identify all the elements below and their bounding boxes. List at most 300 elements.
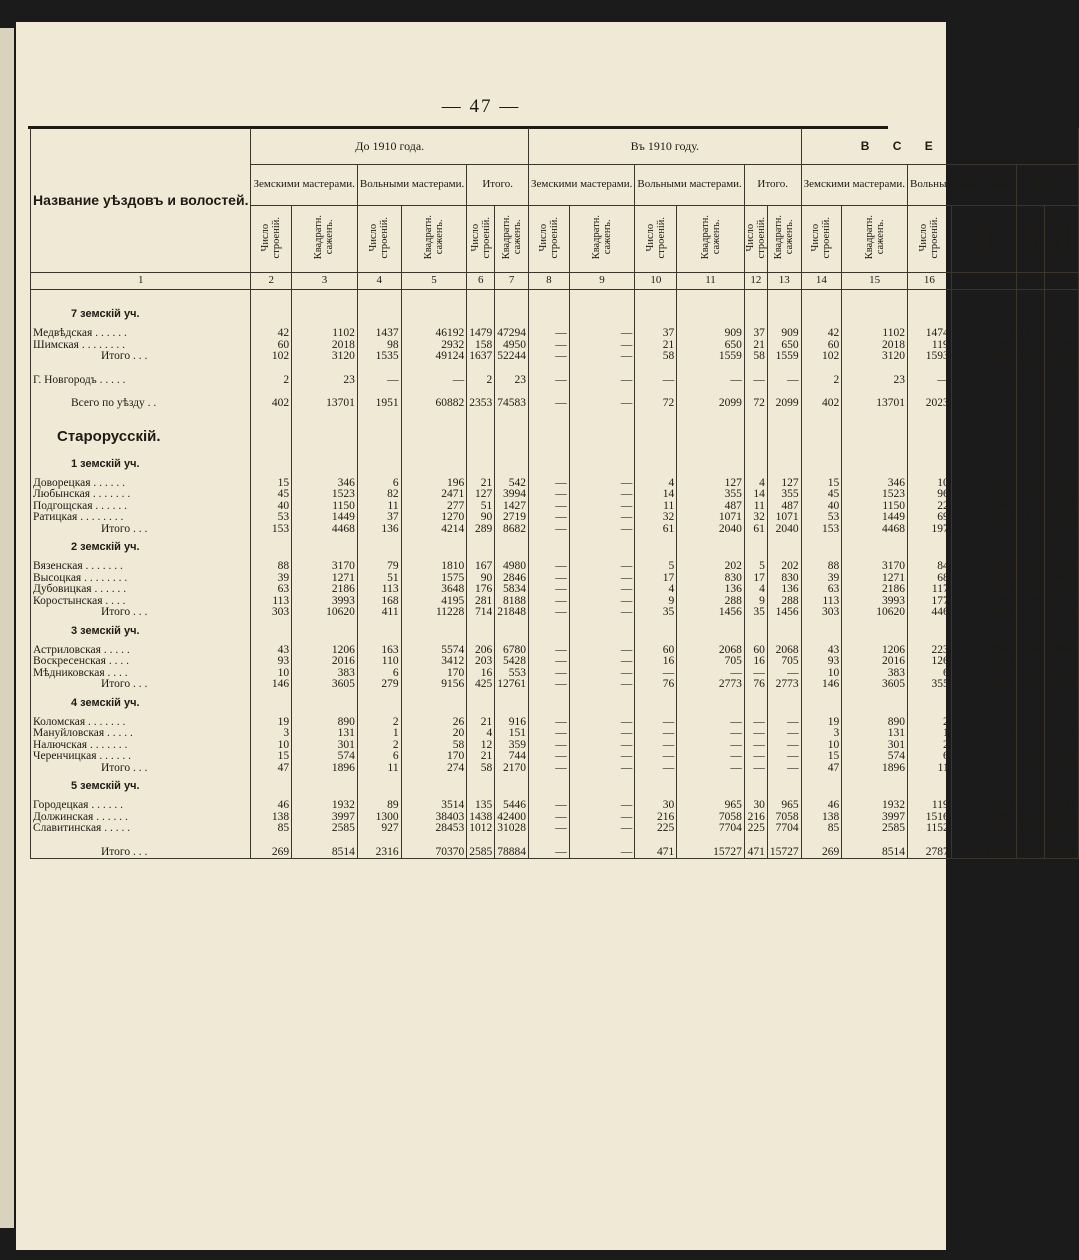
data-cell: 40 xyxy=(251,501,292,513)
data-cell: 15727 xyxy=(677,847,745,859)
empty-cell xyxy=(495,290,529,303)
empty-cell xyxy=(569,774,635,800)
data-cell: — xyxy=(529,584,570,596)
empty-cell xyxy=(635,452,677,478)
table-row xyxy=(31,422,1079,452)
data-cell: 10 xyxy=(801,668,842,680)
data-cell: 202 xyxy=(677,561,745,573)
data-cell: 8476 xyxy=(1045,596,1079,608)
data-cell: 20 xyxy=(401,728,467,740)
empty-cell xyxy=(357,452,401,478)
data-cell: 22 xyxy=(907,501,951,513)
data-cell: 60 xyxy=(744,645,767,657)
data-cell: 170 xyxy=(401,751,467,763)
table-row xyxy=(31,328,1079,340)
data-cell: 1102 xyxy=(292,328,358,340)
empty-cell xyxy=(495,302,529,328)
empty-cell xyxy=(401,422,467,452)
table-row xyxy=(31,489,1079,501)
data-cell: 705 xyxy=(677,656,745,668)
data-cell: — xyxy=(744,668,767,680)
data-cell: — xyxy=(529,512,570,524)
empty-cell xyxy=(1017,363,1045,375)
empty-cell xyxy=(569,452,635,478)
empty-cell xyxy=(529,691,570,717)
data-cell: 5446 xyxy=(495,800,529,812)
data-cell: 26 xyxy=(951,717,1017,729)
leaf-header xyxy=(1017,206,1045,273)
row-label: Итого . . . xyxy=(31,524,251,536)
row-label: Г. Новгородъ . . . . . xyxy=(31,375,251,387)
data-cell: 45 xyxy=(251,489,292,501)
empty-cell xyxy=(292,302,358,328)
empty-cell xyxy=(951,422,1017,452)
table-row xyxy=(31,561,1079,573)
data-cell: — xyxy=(635,717,677,729)
column-number: 7 xyxy=(495,273,529,290)
data-cell: 2018 xyxy=(292,340,358,352)
empty-cell xyxy=(1017,410,1045,422)
data-cell: — xyxy=(529,501,570,513)
data-cell: 6254 xyxy=(951,524,1017,536)
data-cell: — xyxy=(569,728,635,740)
data-cell: — xyxy=(529,656,570,668)
empty-cell xyxy=(529,302,570,328)
empty-cell xyxy=(292,691,358,717)
data-cell: 1654 xyxy=(1017,812,1045,824)
data-cell: 1206 xyxy=(842,645,908,657)
empty-cell xyxy=(767,422,801,452)
data-cell: — xyxy=(907,375,951,387)
data-cell: 1559 xyxy=(677,351,745,363)
data-cell: 1 xyxy=(907,728,951,740)
data-cell: 402 xyxy=(801,398,842,410)
subgroup-header: Вольными мастерами. xyxy=(357,165,466,206)
data-cell: 58 xyxy=(467,763,495,775)
data-cell: 9 xyxy=(635,596,677,608)
empty-cell xyxy=(635,619,677,645)
empty-cell xyxy=(1045,691,1079,717)
data-cell: — xyxy=(529,800,570,812)
leaf-header xyxy=(842,206,908,273)
empty-cell xyxy=(842,619,908,645)
period-header: До 1910 года. xyxy=(251,128,529,165)
data-cell: 355 xyxy=(907,679,951,691)
empty-cell xyxy=(357,619,401,645)
empty-cell xyxy=(467,452,495,478)
table-row xyxy=(31,728,1079,740)
data-cell: 12684 xyxy=(951,607,1017,619)
empty-cell xyxy=(357,835,401,847)
empty-cell xyxy=(1017,302,1045,328)
data-cell: 219 xyxy=(1017,656,1045,668)
data-cell: 3997 xyxy=(292,812,358,824)
data-cell: — xyxy=(744,751,767,763)
empty-cell xyxy=(951,535,1017,561)
column-number: 4 xyxy=(357,273,401,290)
table-row xyxy=(31,452,1079,478)
data-cell: 1637 xyxy=(467,351,495,363)
data-cell: 19 xyxy=(801,717,842,729)
data-cell: 501 xyxy=(1017,679,1045,691)
empty-cell xyxy=(529,535,570,561)
data-cell: 47101 xyxy=(951,328,1017,340)
data-cell: 2 xyxy=(467,375,495,387)
data-cell: — xyxy=(529,847,570,859)
data-cell: 10 xyxy=(251,740,292,752)
data-cell: 23304 xyxy=(1045,607,1079,619)
empty-cell xyxy=(842,691,908,717)
data-cell: — xyxy=(569,763,635,775)
data-cell: 15 xyxy=(801,751,842,763)
data-cell: 146 xyxy=(251,679,292,691)
period-header: В С Е Г О. xyxy=(801,128,1079,165)
data-cell: 1071 xyxy=(767,512,801,524)
data-cell: 669 xyxy=(1045,478,1079,490)
data-cell: 168 xyxy=(357,596,401,608)
data-cell: — xyxy=(569,524,635,536)
data-cell: 3997 xyxy=(842,812,908,824)
data-cell: 274 xyxy=(401,763,467,775)
data-cell: — xyxy=(529,561,570,573)
data-cell: 47294 xyxy=(495,328,529,340)
empty-cell xyxy=(529,410,570,422)
leaf-header-label: Квадратн. саженъ. xyxy=(313,215,336,260)
document-page xyxy=(16,22,1077,1250)
data-cell: 2719 xyxy=(495,512,529,524)
empty-cell xyxy=(744,452,767,478)
empty-cell xyxy=(529,619,570,645)
leaf-header-label: Квадратн. саженъ. xyxy=(699,215,722,260)
data-cell: 1 xyxy=(357,728,401,740)
data-cell: 2405 xyxy=(951,573,1017,585)
data-cell: 744 xyxy=(495,751,529,763)
data-cell: 98 xyxy=(357,340,401,352)
name-column-header: Название уѣздовъ и волостей. xyxy=(31,128,251,273)
data-cell: — xyxy=(635,740,677,752)
empty-cell xyxy=(1017,422,1045,452)
data-cell: 4950 xyxy=(495,340,529,352)
data-cell: 927 xyxy=(357,823,401,835)
data-cell: 20 xyxy=(951,728,1017,740)
data-cell: 38403 xyxy=(401,812,467,824)
data-cell: 411 xyxy=(357,607,401,619)
row-label: Воскресенская . . . . xyxy=(31,656,251,668)
data-cell: — xyxy=(529,524,570,536)
data-cell: 50683 xyxy=(951,351,1017,363)
data-cell: 1695 xyxy=(1017,351,1045,363)
data-cell: 25 xyxy=(1017,478,1045,490)
empty-cell xyxy=(767,835,801,847)
leaf-header xyxy=(251,206,292,273)
data-cell: 3120 xyxy=(292,351,358,363)
data-cell: 7704 xyxy=(677,823,745,835)
data-cell: 266 xyxy=(1017,645,1045,657)
statistics-table xyxy=(30,128,1079,859)
empty-cell xyxy=(744,774,767,800)
data-cell: 102 xyxy=(251,351,292,363)
data-cell: 6133 xyxy=(1045,656,1079,668)
data-cell: 72 xyxy=(635,398,677,410)
leaf-header-label: Квадратн. саженъ. xyxy=(500,215,523,260)
data-cell: 5 xyxy=(635,561,677,573)
data-cell: 11 xyxy=(357,501,401,513)
empty-cell xyxy=(31,290,251,303)
empty-cell xyxy=(401,302,467,328)
data-cell: 3582 xyxy=(951,340,1017,352)
data-cell: 46 xyxy=(251,800,292,812)
data-cell: — xyxy=(529,812,570,824)
row-label: Всего по уѣзду . . xyxy=(31,398,251,410)
data-cell: 303 xyxy=(251,607,292,619)
data-cell: 39 xyxy=(801,573,842,585)
data-cell: 1810 xyxy=(401,561,467,573)
data-cell: 16 xyxy=(1017,668,1045,680)
column-number: 15 xyxy=(842,273,908,290)
leaf-header-label: Квадратн. саженъ. xyxy=(973,215,996,260)
data-cell: 110 xyxy=(357,656,401,668)
data-cell: 1437 xyxy=(357,328,401,340)
data-cell: 650 xyxy=(767,340,801,352)
empty-cell xyxy=(842,363,908,375)
data-cell: — xyxy=(569,573,635,585)
data-cell: — xyxy=(767,728,801,740)
data-cell: 225 xyxy=(744,823,767,835)
data-cell: — xyxy=(529,717,570,729)
data-cell: — xyxy=(529,679,570,691)
data-cell: — xyxy=(951,375,1017,387)
leaf-header xyxy=(677,206,745,273)
data-cell: 85 xyxy=(251,823,292,835)
empty-cell xyxy=(842,422,908,452)
empty-cell xyxy=(569,363,635,375)
empty-cell xyxy=(292,835,358,847)
empty-cell xyxy=(842,302,908,328)
data-cell: 70370 xyxy=(401,847,467,859)
data-cell: 2068 xyxy=(767,645,801,657)
empty-cell xyxy=(467,302,495,328)
data-cell: 127 xyxy=(677,478,745,490)
empty-cell xyxy=(467,835,495,847)
data-cell: 16 xyxy=(467,668,495,680)
table-row xyxy=(31,398,1079,410)
data-cell: 7058 xyxy=(677,812,745,824)
data-cell: 1559 xyxy=(767,351,801,363)
data-cell: 167 xyxy=(467,561,495,573)
data-cell: 58 xyxy=(744,351,767,363)
empty-cell xyxy=(251,452,292,478)
data-cell: 2040 xyxy=(767,524,801,536)
data-cell: 58 xyxy=(1017,763,1045,775)
data-cell: 151 xyxy=(1045,728,1079,740)
data-cell: 60882 xyxy=(401,398,467,410)
data-cell: 3605 xyxy=(842,679,908,691)
data-cell: 86097 xyxy=(951,847,1017,859)
data-cell: 3170 xyxy=(842,561,908,573)
data-cell: — xyxy=(569,812,635,824)
data-cell: 1237 xyxy=(1017,823,1045,835)
data-cell: 2186 xyxy=(292,584,358,596)
data-cell: 2773 xyxy=(767,679,801,691)
data-cell: 1152 xyxy=(907,823,951,835)
row-label: Дубовицкая . . . . . . xyxy=(31,584,251,596)
data-cell: 346 xyxy=(842,478,908,490)
data-cell: 94611 xyxy=(1045,847,1079,859)
empty-cell xyxy=(842,290,908,303)
data-cell: 5834 xyxy=(495,584,529,596)
data-cell: 2186 xyxy=(842,584,908,596)
empty-cell xyxy=(677,535,745,561)
empty-cell xyxy=(744,410,767,422)
data-cell: 151 xyxy=(495,728,529,740)
leaf-header-label: Квадратн. саженъ. xyxy=(422,215,445,260)
section-heading: 2 земскій уч. xyxy=(31,535,251,561)
data-cell: 53803 xyxy=(1045,351,1079,363)
data-cell: 113 xyxy=(801,596,842,608)
data-cell: 177 xyxy=(907,596,951,608)
table-row xyxy=(31,763,1079,775)
data-cell: 19 xyxy=(251,717,292,729)
data-cell: 107 xyxy=(1017,573,1045,585)
leaf-header-label: Число строеній. xyxy=(918,216,941,259)
leaf-header xyxy=(635,206,677,273)
empty-cell xyxy=(744,691,767,717)
empty-cell xyxy=(801,691,842,717)
data-cell: 749 xyxy=(1017,607,1045,619)
data-cell: — xyxy=(529,478,570,490)
data-cell: — xyxy=(635,751,677,763)
leaf-header xyxy=(357,206,401,273)
empty-cell xyxy=(951,619,1017,645)
data-cell: 1449 xyxy=(842,512,908,524)
empty-cell xyxy=(907,535,951,561)
column-number: 5 xyxy=(401,273,467,290)
data-cell: 269 xyxy=(251,847,292,859)
row-label: Подгощская . . . . . . xyxy=(31,501,251,513)
data-cell: 323 xyxy=(951,478,1017,490)
empty-cell xyxy=(529,774,570,800)
data-cell: 3120 xyxy=(842,351,908,363)
empty-cell xyxy=(292,535,358,561)
data-cell: 8848 xyxy=(1045,645,1079,657)
data-cell: 2585 xyxy=(292,823,358,835)
data-cell: 60 xyxy=(635,645,677,657)
data-cell: 2 xyxy=(357,717,401,729)
data-cell: 32 xyxy=(635,512,677,524)
empty-cell xyxy=(801,452,842,478)
table-body xyxy=(31,290,1079,859)
data-cell: 82 xyxy=(357,489,401,501)
empty-cell xyxy=(744,619,767,645)
leaf-header-label: Квадратн. саженъ. xyxy=(1050,215,1073,260)
data-cell: 126 xyxy=(907,656,951,668)
data-cell: 574 xyxy=(842,751,908,763)
data-cell: 15 xyxy=(801,478,842,490)
data-cell: 46 xyxy=(801,800,842,812)
empty-cell xyxy=(907,422,951,452)
empty-cell xyxy=(635,691,677,717)
subgroup-header: Итого. xyxy=(744,165,801,206)
data-cell: — xyxy=(744,763,767,775)
row-label: Итого . . . xyxy=(31,679,251,691)
data-cell: 165 xyxy=(1017,800,1045,812)
data-cell: 383 xyxy=(842,668,908,680)
data-cell: 135 xyxy=(467,800,495,812)
empty-cell xyxy=(357,774,401,800)
empty-cell xyxy=(1017,452,1045,478)
row-label: Мануйловская . . . . . xyxy=(31,728,251,740)
data-cell: 85 xyxy=(801,823,842,835)
data-cell: 6 xyxy=(357,668,401,680)
empty-cell xyxy=(495,452,529,478)
data-cell: 12761 xyxy=(495,679,529,691)
data-cell: 355 xyxy=(767,489,801,501)
empty-cell xyxy=(951,691,1017,717)
data-cell: 136 xyxy=(677,584,745,596)
data-cell: — xyxy=(529,645,570,657)
data-cell: 553 xyxy=(495,668,529,680)
data-cell: 176 xyxy=(467,584,495,596)
empty-cell xyxy=(467,774,495,800)
data-cell: 2 xyxy=(357,740,401,752)
data-cell: 2016 xyxy=(292,656,358,668)
table-row xyxy=(31,823,1079,835)
data-cell: 7058 xyxy=(767,812,801,824)
subgroup-header: Итого. xyxy=(467,165,529,206)
data-cell: 68 xyxy=(907,573,951,585)
data-cell: 4349 xyxy=(1045,489,1079,501)
data-cell: 119 xyxy=(907,800,951,812)
data-cell: 1896 xyxy=(842,763,908,775)
data-cell: 96 xyxy=(907,489,951,501)
data-cell: 1479 xyxy=(467,328,495,340)
data-cell: 206 xyxy=(467,645,495,657)
data-cell: — xyxy=(569,375,635,387)
data-cell: 119 xyxy=(907,340,951,352)
data-cell: 290 xyxy=(1017,596,1045,608)
empty-cell xyxy=(401,774,467,800)
empty-cell xyxy=(801,290,842,303)
data-cell: — xyxy=(529,607,570,619)
data-cell: — xyxy=(569,561,635,573)
data-cell: 8514 xyxy=(842,847,908,859)
data-cell: 6411 xyxy=(1045,800,1079,812)
empty-cell xyxy=(767,290,801,303)
empty-cell xyxy=(357,302,401,328)
empty-cell xyxy=(467,410,495,422)
table-row xyxy=(31,751,1079,763)
empty-cell xyxy=(31,363,251,375)
data-cell: 36157 xyxy=(951,823,1017,835)
data-cell: 2012 xyxy=(951,561,1017,573)
data-cell: 197 xyxy=(907,524,951,536)
data-cell: — xyxy=(744,375,767,387)
empty-cell xyxy=(292,619,358,645)
row-label: Вязенская . . . . . . . xyxy=(31,561,251,573)
data-cell: 2099 xyxy=(677,398,745,410)
data-cell: — xyxy=(677,717,745,729)
data-cell: 355 xyxy=(677,489,745,501)
data-cell: 7704 xyxy=(767,823,801,835)
data-cell: 2099 xyxy=(767,398,801,410)
data-cell: 15727 xyxy=(767,847,801,859)
data-cell: — xyxy=(357,375,401,387)
empty-cell xyxy=(842,774,908,800)
data-cell: 487 xyxy=(767,501,801,513)
data-cell: 21 xyxy=(744,340,767,352)
leaf-header-label: Квадратн. саженъ. xyxy=(773,215,796,260)
data-cell: 2773 xyxy=(677,679,745,691)
